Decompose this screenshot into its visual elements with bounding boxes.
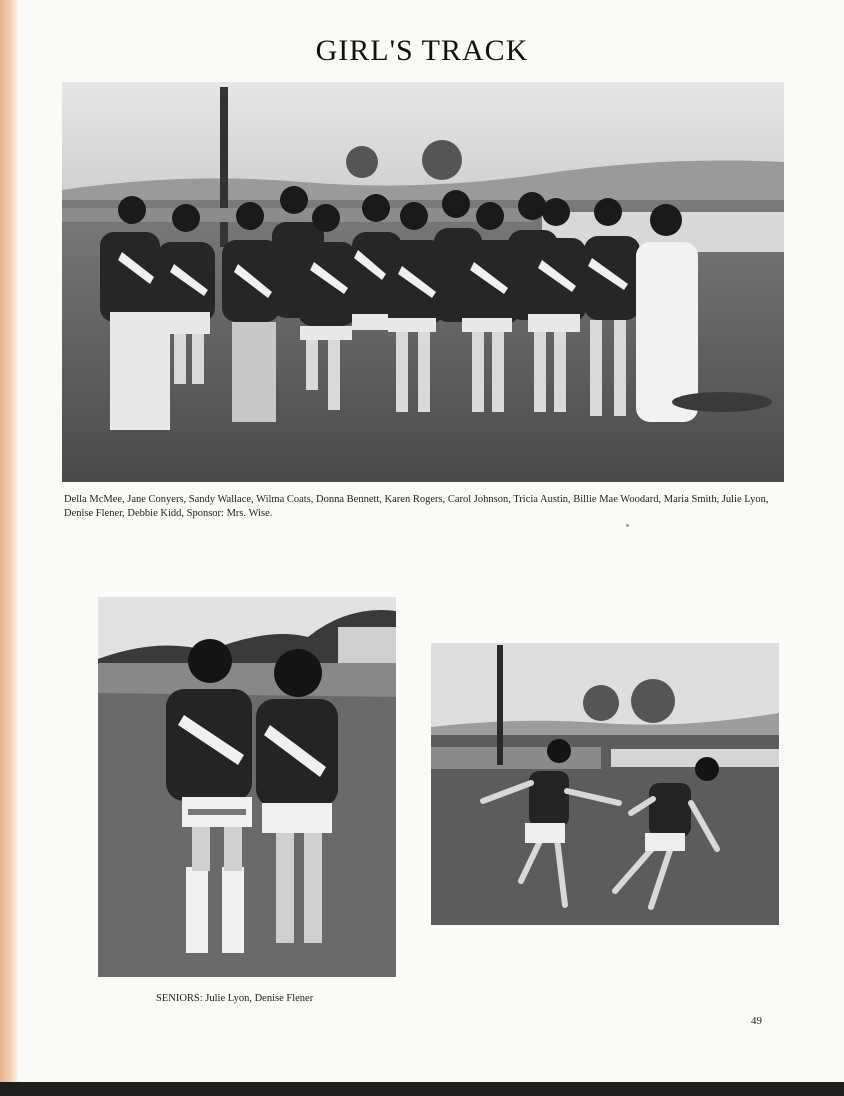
seniors-photo-caption: SENIORS: Julie Lyon, Denise Flener [156,993,314,1004]
relay-photo [431,643,779,925]
page-number: 49 [751,1015,762,1027]
team-photo-caption: Della McMee, Jane Conyers, Sandy Wallace, Wilma Coats, Donna Bennett, Karen Rogers, Carol Johnson, Tricia Austin, Billie Mae Woodard, Maria Smith, Julie Lyon, Denise Flener, Debbie Kidd, Sponsor: Mrs. Wise. [64,494,769,519]
seniors-photo [98,597,396,977]
seniors-photo-image [98,597,396,977]
team-photo-image [62,82,784,482]
page-title: GIRL'S TRACK [315,34,529,67]
paper-speck [626,524,629,527]
page-bottom-edge [0,1082,844,1096]
book-spine-edge [0,0,18,1082]
relay-photo-image [431,643,779,925]
team-photo [62,82,784,482]
